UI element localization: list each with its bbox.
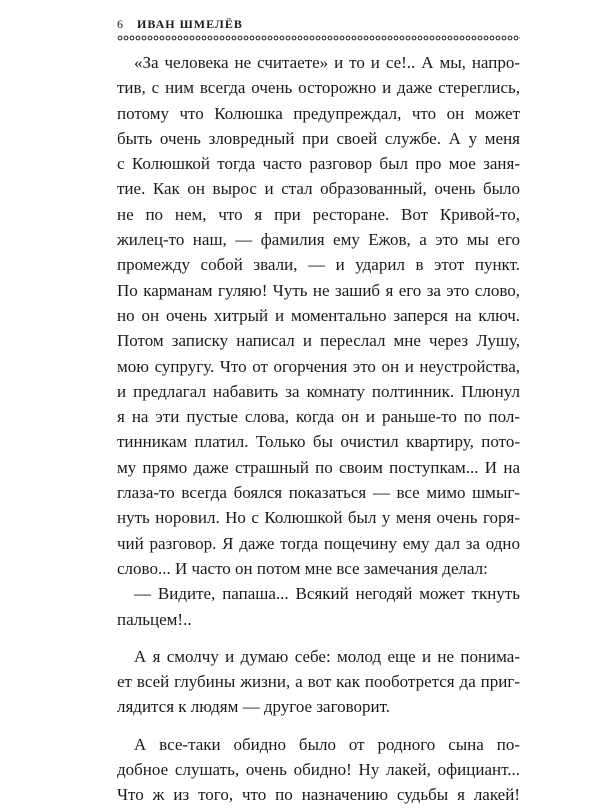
text-line: Что ж из того, что по назначению судьбы я лакей! xyxy=(117,785,520,805)
paragraph xyxy=(117,581,520,632)
text-line: и предлагал набавить за комнату полтинник. Плюнул xyxy=(117,381,520,401)
text-line: не по нем, что я при ресторане. Вот Кривой-то, xyxy=(117,204,520,224)
text-line: я на эти пустые слова, когда он и раньше-то по пол- xyxy=(117,407,520,427)
text-line: — Видите, папаша... Всякий негодяй может ткнуть xyxy=(134,584,520,604)
running-title: ИВАН ШМЕЛЁВ xyxy=(137,17,243,31)
text-line: тинникам платил. Только бы очистил квартиру, пото- xyxy=(117,432,520,452)
text-line: нуть норовил. Но с Колюшкой был у меня очень горя- xyxy=(117,508,520,528)
text-line: А все-таки обидно было от родного сына по- xyxy=(134,734,520,754)
text-line: с Колюшкой тогда часто разговор был про мое заня- xyxy=(117,154,520,174)
text-line: промежду собой звали, — и ударил в этот пункт. xyxy=(117,255,520,275)
text-line: глаза-то всегда боялся показаться — все мимо шмыг- xyxy=(117,483,520,503)
text-line: но он очень хитрый и моментально заперся на ключ. xyxy=(117,305,520,325)
text-line: чий разговор. Я даже тогда пощечину ему дал за одно xyxy=(117,533,520,553)
page-number: 6 xyxy=(117,17,124,31)
text-line: «За человека не считаете» и то и се!.. А мы, напро- xyxy=(134,53,520,72)
text-line: мою супругу. Что от огорчения это он и неустройства, xyxy=(117,356,520,376)
paragraph xyxy=(117,50,520,581)
text-line: жилец-то наш, — фамилия ему Ежов, а это мы его xyxy=(117,230,520,250)
body-text xyxy=(117,50,520,808)
text-line: лядится к людям — другое заговорит. xyxy=(117,697,391,717)
text-line: тие. Как он вырос и стал образованный, очень было xyxy=(117,179,520,199)
text-line: добное слушать, очень обидно! Ну лакей, официант... xyxy=(117,760,520,780)
text-line: тив, с ним всегда очень осторожно и даже стереглись, xyxy=(117,78,520,98)
text-line: А я смолчу и думаю себе: молод еще и не понима- xyxy=(134,646,520,666)
running-header xyxy=(117,14,517,34)
text-line: ет всей глубины жизни, а вот как пооботрется да приг- xyxy=(117,672,520,692)
text-line: По карманам гуляю! Чуть не зашиб я его за это слово, xyxy=(117,280,520,300)
text-line: му прямо даже страшный по своим поступкам... И на xyxy=(117,457,520,477)
text-line: пальцем!.. xyxy=(117,609,192,629)
paragraph xyxy=(117,644,520,720)
paragraph xyxy=(117,732,520,808)
decorative-ornament-rule xyxy=(117,34,520,42)
text-line: быть очень зловредный при своей службе. А у меня xyxy=(117,128,520,148)
text-line: потому что Колюшка предупреждал, что он может xyxy=(117,103,520,123)
text-line: слово... И часто он потом мне все замечания делал: xyxy=(117,558,488,578)
text-line: Потом записку написал и переслал мне через Лушу, xyxy=(117,331,520,351)
